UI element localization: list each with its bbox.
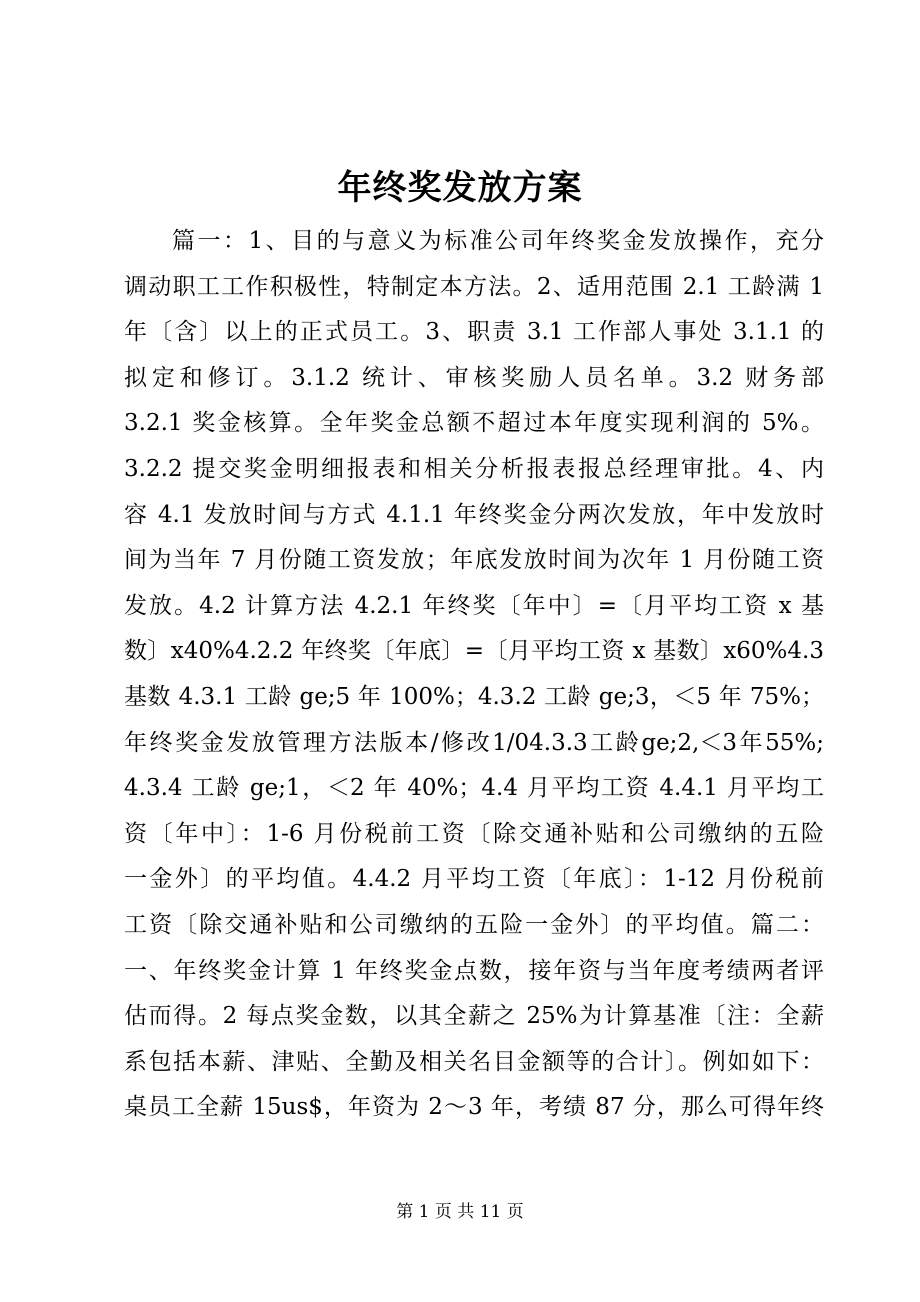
page-number: 第 1 页 共 11 页: [396, 1202, 524, 1222]
text-line: 系包括本薪、津贴、全勤及相关名目金额等的合计〕。例如如下：: [124, 1048, 824, 1075]
text-line: 4.3.4 工龄 ge;1，＜2 年 40%；4.4 月平均工资 4.4.1 月平均工: [124, 775, 824, 802]
text-line: 桌员工全薪 15us$，年资为 2～3 年，考绩 87 分，那么可得年终: [124, 1094, 824, 1121]
text-line: 篇一：1、目的与意义为标准公司年终奖金发放操作，充分: [172, 228, 824, 254]
body-text: [124, 219, 824, 1131]
text-line: 调动职工工作积极性，特制定本方法。2、适用范围 2.1 工龄满 1: [124, 273, 824, 300]
text-line: 3.2.1 奖金核算。全年奖金总额不超过本年度实现利润的 5%。: [124, 410, 824, 437]
text-line: 年〔含〕以上的正式员工。3、职责 3.1 工作部人事处 3.1.1 的: [124, 319, 824, 346]
text-line: 3.2.2 提交奖金明细报表和相关分析报表报总经理审批。4、内: [124, 455, 824, 482]
text-line: 数〕x40%4.2.2 年终奖〔年底〕=〔月平均工资 x 基数〕x60%4.3: [124, 638, 824, 665]
text-line: 发放。4.2 计算方法 4.2.1 年终奖〔年中〕=〔月平均工资 x 基: [124, 592, 824, 619]
text-line: 一、年终奖金计算 1 年终奖金点数，接年资与当年度考绩两者评: [124, 957, 824, 984]
text-line: 年终奖金发放管理方法版本/修改1/04.3.3工龄ge;2,＜3年55%;: [124, 729, 824, 756]
page-title: 年终奖发放方案: [337, 168, 583, 208]
text-line: 工资〔除交通补贴和公司缴纳的五险一金外〕的平均值。篇二：: [124, 911, 824, 938]
text-line: 间为当年 7 月份随工资发放；年底发放时间为次年 1 月份随工资: [124, 547, 824, 574]
text-line: 拟定和修订。3.1.2 统计、审核奖励人员名单。3.2 财务部: [124, 364, 824, 391]
text-line: 基数 4.3.1 工龄 ge;5 年 100%；4.3.2 工龄 ge;3，＜5 年 75%；: [124, 683, 824, 710]
text-line: 容 4.1 发放时间与方式 4.1.1 年终奖金分两次发放，年中发放时: [124, 501, 824, 528]
text-line: 一金外〕的平均值。4.4.2 月平均工资〔年底〕：1-12 月份税前: [124, 866, 824, 893]
text-line: 资〔年中〕：1-6 月份税前工资〔除交通补贴和公司缴纳的五险: [124, 820, 824, 847]
text-line: 估而得。2 每点奖金数，以其全薪之 25%为计算基准〔注：全薪: [124, 1003, 824, 1030]
